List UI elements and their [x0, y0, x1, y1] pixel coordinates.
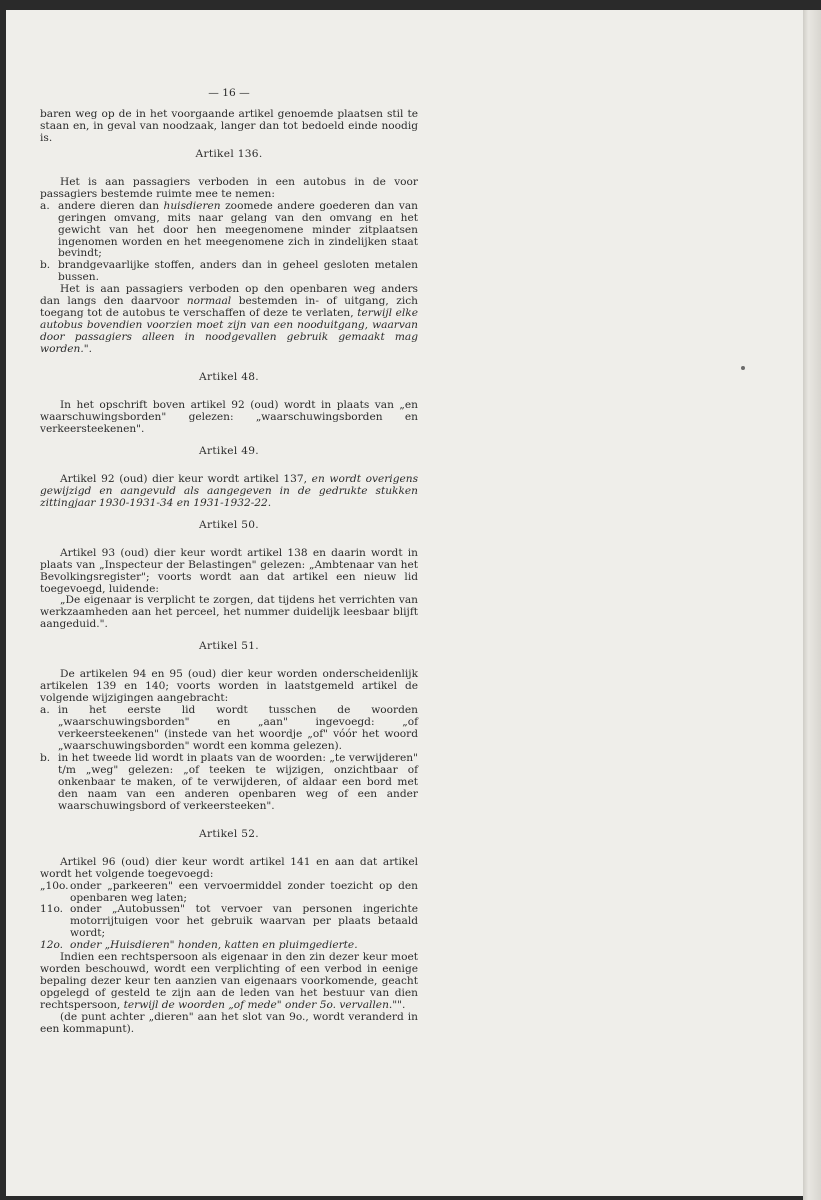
heading-artikel-49: Artikel 49. [199, 444, 259, 457]
item-marker: „10o. [40, 879, 69, 892]
art136-paragraph-1: Het is aan passagiers verboden in een autobus in de voor passagiers bestemde ruimte mee te nemen: [40, 175, 418, 200]
item-marker: a. [40, 199, 50, 212]
item-text: onder „Huisdieren" honden, katten en pluimgedierte. [70, 939, 358, 952]
intro-paragraph: baren weg op de in het voorgaande artikel genoemde plaatsen stil te staan en, in geval van noodzaak, langer dan tot bedoeld einde noodig is. [40, 107, 418, 144]
art51-paragraph-1: De artikelen 94 en 95 (oud) dier keur worden onderscheidenlijk artikelen 139 en 140; voorts worden in laatstgemeld artikel de volgende wijzigingen aangebracht: [40, 668, 418, 705]
item-marker: b. [40, 751, 51, 764]
page-edge [803, 10, 821, 1200]
item-marker: a. [40, 704, 50, 717]
item-text: in het tweede lid wordt in plaats van de woorden: „te verwijderen" t/m „weg" gelezen: „of teeken te wijzigen, onzichtbaar of onkenbaar te maken, of te verwijderen, of aldaar een bord met den naam van een anderen openbaren weg of een ander waarschuwingsbord of verkeersteeken". [58, 751, 418, 812]
heading-artikel-136: Artikel 136. [195, 147, 263, 160]
art52-paragraph-1: Artikel 96 (oud) dier keur wordt artikel 141 en aan dat artikel wordt het volgende toegevoegd: [40, 855, 418, 880]
art49-paragraph: Artikel 92 (oud) dier keur wordt artikel 137, en wordt overigens gewijzigd en aangevuld als aangegeven in de gedrukte stukken zittingjaar 1930-1931-34 en 1931-1932-22. [40, 472, 419, 509]
heading-artikel-52: Artikel 52. [199, 827, 259, 840]
art51-item-b [40, 753, 418, 813]
item-text: andere dieren dan [58, 199, 164, 212]
item-italic-text: huisdieren [163, 199, 221, 212]
heading-artikel-48: Artikel 48. [199, 371, 259, 384]
art136-item-b [40, 260, 418, 284]
page-number: — 16 — [208, 87, 250, 99]
art136-paragraph-2: Het is aan passagiers verboden op den openbaren weg anders dan langs den daarvoor normaal bestemden in- of uitgang, zich toegang tot de autobus te verschaffen of deze te verlaten, terwijl elke autobus bovendien voorzien moet zijn van een nooduitgang, waarvan door passagiers alleen in noodgevallen gebruik gemaakt mag worden.". [40, 283, 418, 356]
item-marker: 11o. [40, 903, 64, 916]
item-text: in het eerste lid wordt tusschen de woorden „waarschuwingsborden" en „aan" ingevoegd: „of verkeersteekenen" (instede van het woordje „of" vóór het woord „waarschuwingsborden" wordt een komma gelezen). [58, 704, 418, 752]
art48-paragraph: In het opschrift boven artikel 92 (oud) wordt in plaats van „en waarschuwingsborden" gelezen: „waarschuwingsborden en verkeersteekenen". [40, 399, 418, 435]
item-text: onder „parkeeren" een vervoermiddel zonder toezicht op den openbaren weg laten; [70, 879, 418, 904]
art51-item-a [40, 705, 418, 753]
art136-item-a [40, 201, 418, 261]
item-marker: 12o. [40, 939, 64, 952]
item-text: brandgevaarlijke stoffen, anders dan in geheel gesloten metalen bussen. [58, 259, 418, 284]
paper-speck [741, 366, 745, 370]
item-text: zoomede andere goederen dan van geringen omvang, mits naar gelang van den omvang en het gewicht van het door hen meegenomene minder zitplaatsen ingenomen worden en het meegenomene zich in zindelijken staat bevindt; [58, 199, 418, 260]
art52-paragraph-2: Indien een rechtspersoon als eigenaar in den zin dezer keur moet worden beschouwd, wordt een verplichting of een verbod in eenige bepaling dezer keur ten aanzien van eigenaars voorkomende, geacht opgelegd of gesteld te zijn aan de leden van het bestuur van dien rechtspersoon, terwijl de woorden „of mede" onder 5o. vervallen."". [40, 951, 418, 1012]
art52-item-10 [40, 881, 418, 905]
item-marker: b. [40, 259, 51, 272]
art52-item-11 [40, 904, 418, 940]
item-text: onder „Autobussen" tot vervoer van personen ingerichte motorrijtuigen voor het gebruik waarvan per plaats betaald wordt; [70, 903, 418, 940]
heading-artikel-50: Artikel 50. [199, 518, 259, 531]
art52-paragraph-3: (de punt achter „dieren" aan het slot van 9o., wordt veranderd in een kommapunt). [40, 1011, 418, 1035]
heading-artikel-51: Artikel 51. [199, 640, 259, 653]
document-text [40, 88, 418, 1036]
art50-paragraph-1: Artikel 93 (oud) dier keur wordt artikel 138 en daarin wordt in plaats van „Inspecteur der Belastingen" gelezen: „Ambtenaar van het Bevolkingsregister"; voorts wordt aan dat artikel een nieuw lid toegevoegd, luidende: [40, 546, 418, 595]
art50-paragraph-2: „De eigenaar is verplicht te zorgen, dat tijdens het verrichten van werkzaamheden aan het perceel, het nummer duidelijk leesbaar blijft aangeduid.". [40, 594, 418, 631]
